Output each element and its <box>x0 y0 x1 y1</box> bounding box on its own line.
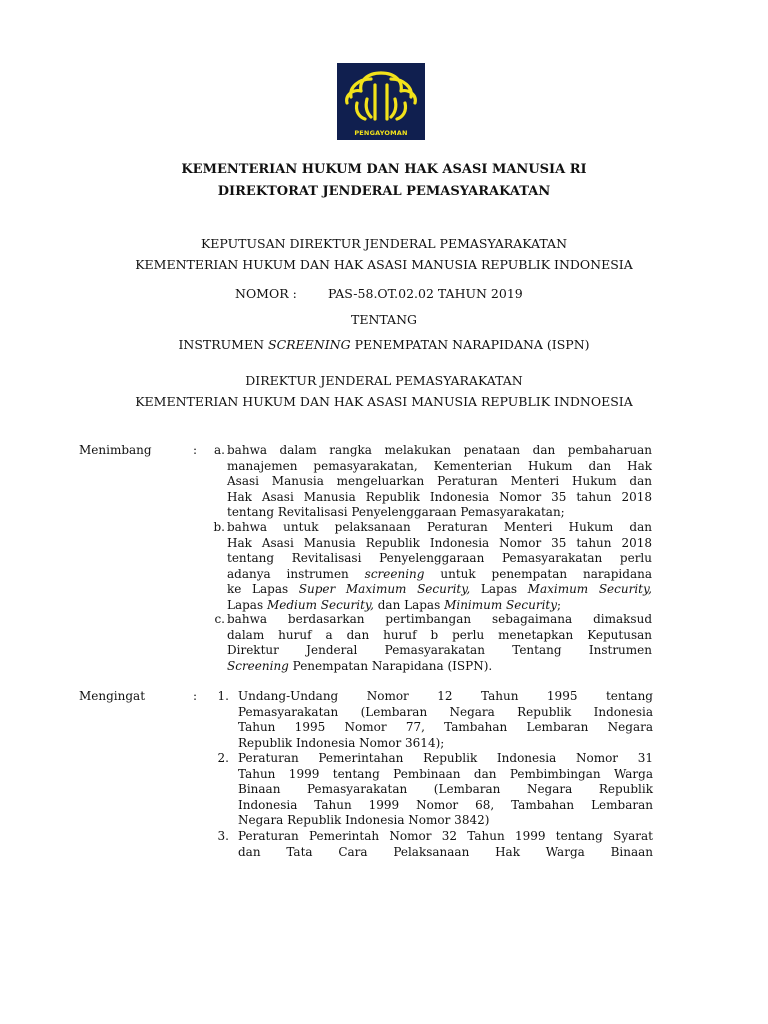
text-line: dalam huruf a dan huruf b perlu menetapkan Keputusan <box>227 627 652 642</box>
text-line: Hak Asasi Manusia Republik Indonesia Nomor 35 tahun 2018 <box>227 489 652 504</box>
menimbang-marker-a: a. <box>214 443 225 457</box>
logo-caption: PENGAYOMAN <box>354 129 408 137</box>
menimbang-item-b <box>227 520 652 613</box>
text-line: tentang Revitalisasi Penyelenggaraan Pemasyarakatan; <box>227 505 565 519</box>
nomor-value: PAS-58.OT.02.02 TAHUN 2019 <box>328 286 523 301</box>
text-line-mixed <box>227 659 652 675</box>
text-emphasis: Minimum Security <box>444 597 558 612</box>
decree-title-line1: KEPUTUSAN DIREKTUR JENDERAL PEMASYARAKATAN <box>200 236 568 251</box>
text-part: Lapas <box>470 582 528 596</box>
text-part: ; <box>557 597 562 612</box>
text-line: Direktur Jenderal Pemasyarakatan Tentang Instrumen <box>227 643 652 657</box>
text-part: dan Lapas <box>373 597 445 612</box>
subject-text-rest: PENEMPATAN NARAPIDANA (ISPN) <box>350 337 590 352</box>
subject-text: INSTRUMEN <box>178 337 269 352</box>
mengingat-label: Mengingat <box>79 689 146 703</box>
menimbang-marker-b: b. <box>213 520 225 534</box>
mengingat-marker-3: 3. <box>217 829 229 843</box>
text-part: ke Lapas <box>227 582 299 596</box>
mengingat-marker-1: 1. <box>217 689 229 703</box>
text-part: untuk penempatan narapidana <box>424 566 652 581</box>
text-line: Pemasyarakatan (Lembaran Negara Republik Indonesia <box>238 704 653 719</box>
text-line: bahwa untuk pelaksanaan Peraturan Menteri Hukum dan <box>227 520 652 534</box>
text-emphasis: Medium Security, <box>266 597 374 612</box>
text-emphasis: Super Maximum Security, <box>298 582 471 596</box>
menimbang-item-a <box>227 443 652 521</box>
mengingat-item-3 <box>238 829 653 860</box>
text-line: dan Tata Cara Pelaksanaan Hak Warga Binaan <box>238 844 653 859</box>
text-line-mixed <box>227 567 652 583</box>
ministry-title: KEMENTERIAN HUKUM DAN HAK ASASI MANUSIA RI <box>181 162 587 177</box>
tentang-label: TENTANG <box>350 312 417 327</box>
text-part: adanya instrumen <box>227 566 365 581</box>
text-part: Lapas <box>227 597 267 612</box>
text-line: Binaan Pemasyarakatan (Lembaran Negara Republik <box>238 782 653 796</box>
text-line: Tahun 1995 Nomor 77, Tambahan Lembaran Negara <box>238 720 653 734</box>
text-line-mixed <box>227 582 652 598</box>
text-line: bahwa berdasarkan pertimbangan sebagaimana dimaksud <box>227 612 652 626</box>
text-emphasis: screening <box>364 566 425 581</box>
text-line: Tahun 1999 tentang Pembinaan dan Pembimbingan Warga <box>238 766 653 781</box>
signer-line2: KEMENTERIAN HUKUM DAN HAK ASASI MANUSIA REPUBLIK INDNOESIA <box>135 394 633 409</box>
decree-subject <box>0 337 768 352</box>
text-line: Republik Indonesia Nomor 3614); <box>238 735 445 750</box>
text-part: Penempatan Narapidana (ISPN). <box>288 658 493 673</box>
nomor-label: NOMOR : <box>235 286 297 301</box>
text-line: Undang-Undang Nomor 12 Tahun 1995 tentang <box>238 689 653 703</box>
text-line-mixed <box>227 598 652 614</box>
text-line: bahwa dalam rangka melakukan penataan dan pembaharuan <box>227 443 652 457</box>
subject-emphasis: SCREENING <box>268 337 351 352</box>
text-line: Negara Republik Indonesia Nomor 3842) <box>238 813 490 827</box>
menimbang-label: Menimbang <box>79 443 152 457</box>
text-line: Indonesia Tahun 1999 Nomor 68, Tambahan Lembaran <box>238 797 653 812</box>
text-line: Asasi Manusia mengeluarkan Peraturan Menteri Hukum dan <box>227 474 652 488</box>
text-line: Hak Asasi Manusia Republik Indonesia Nomor 35 tahun 2018 <box>227 535 652 550</box>
pengayoman-logo <box>337 63 425 140</box>
signer-line1: DIREKTUR JENDERAL PEMASYARAKATAN <box>245 373 523 388</box>
directorate-title: DIREKTORAT JENDERAL PEMASYARAKATAN <box>217 184 551 199</box>
mengingat-colon: : <box>193 689 198 703</box>
decree-title-line2: KEMENTERIAN HUKUM DAN HAK ASASI MANUSIA REPUBLIK INDONESIA <box>135 257 633 272</box>
mengingat-item-2 <box>238 751 653 829</box>
text-line: tentang Revitalisasi Penyelenggaraan Pemasyarakatan perlu <box>227 551 652 565</box>
menimbang-item-c <box>227 612 652 674</box>
mengingat-marker-2: 2. <box>217 751 229 765</box>
menimbang-marker-c: c. <box>214 612 225 626</box>
text-emphasis: Maximum Security, <box>527 582 652 596</box>
text-line: Peraturan Pemerintahan Republik Indonesia Nomor 31 <box>238 751 653 765</box>
text-line: manajemen pemasyarakatan, Kementerian Hukum dan Hak <box>227 458 652 473</box>
text-line: Peraturan Pemerintah Nomor 32 Tahun 1999 tentang Syarat <box>238 829 653 843</box>
text-emphasis: Screening <box>227 658 289 673</box>
mengingat-item-1 <box>238 689 653 751</box>
menimbang-colon: : <box>193 443 198 457</box>
